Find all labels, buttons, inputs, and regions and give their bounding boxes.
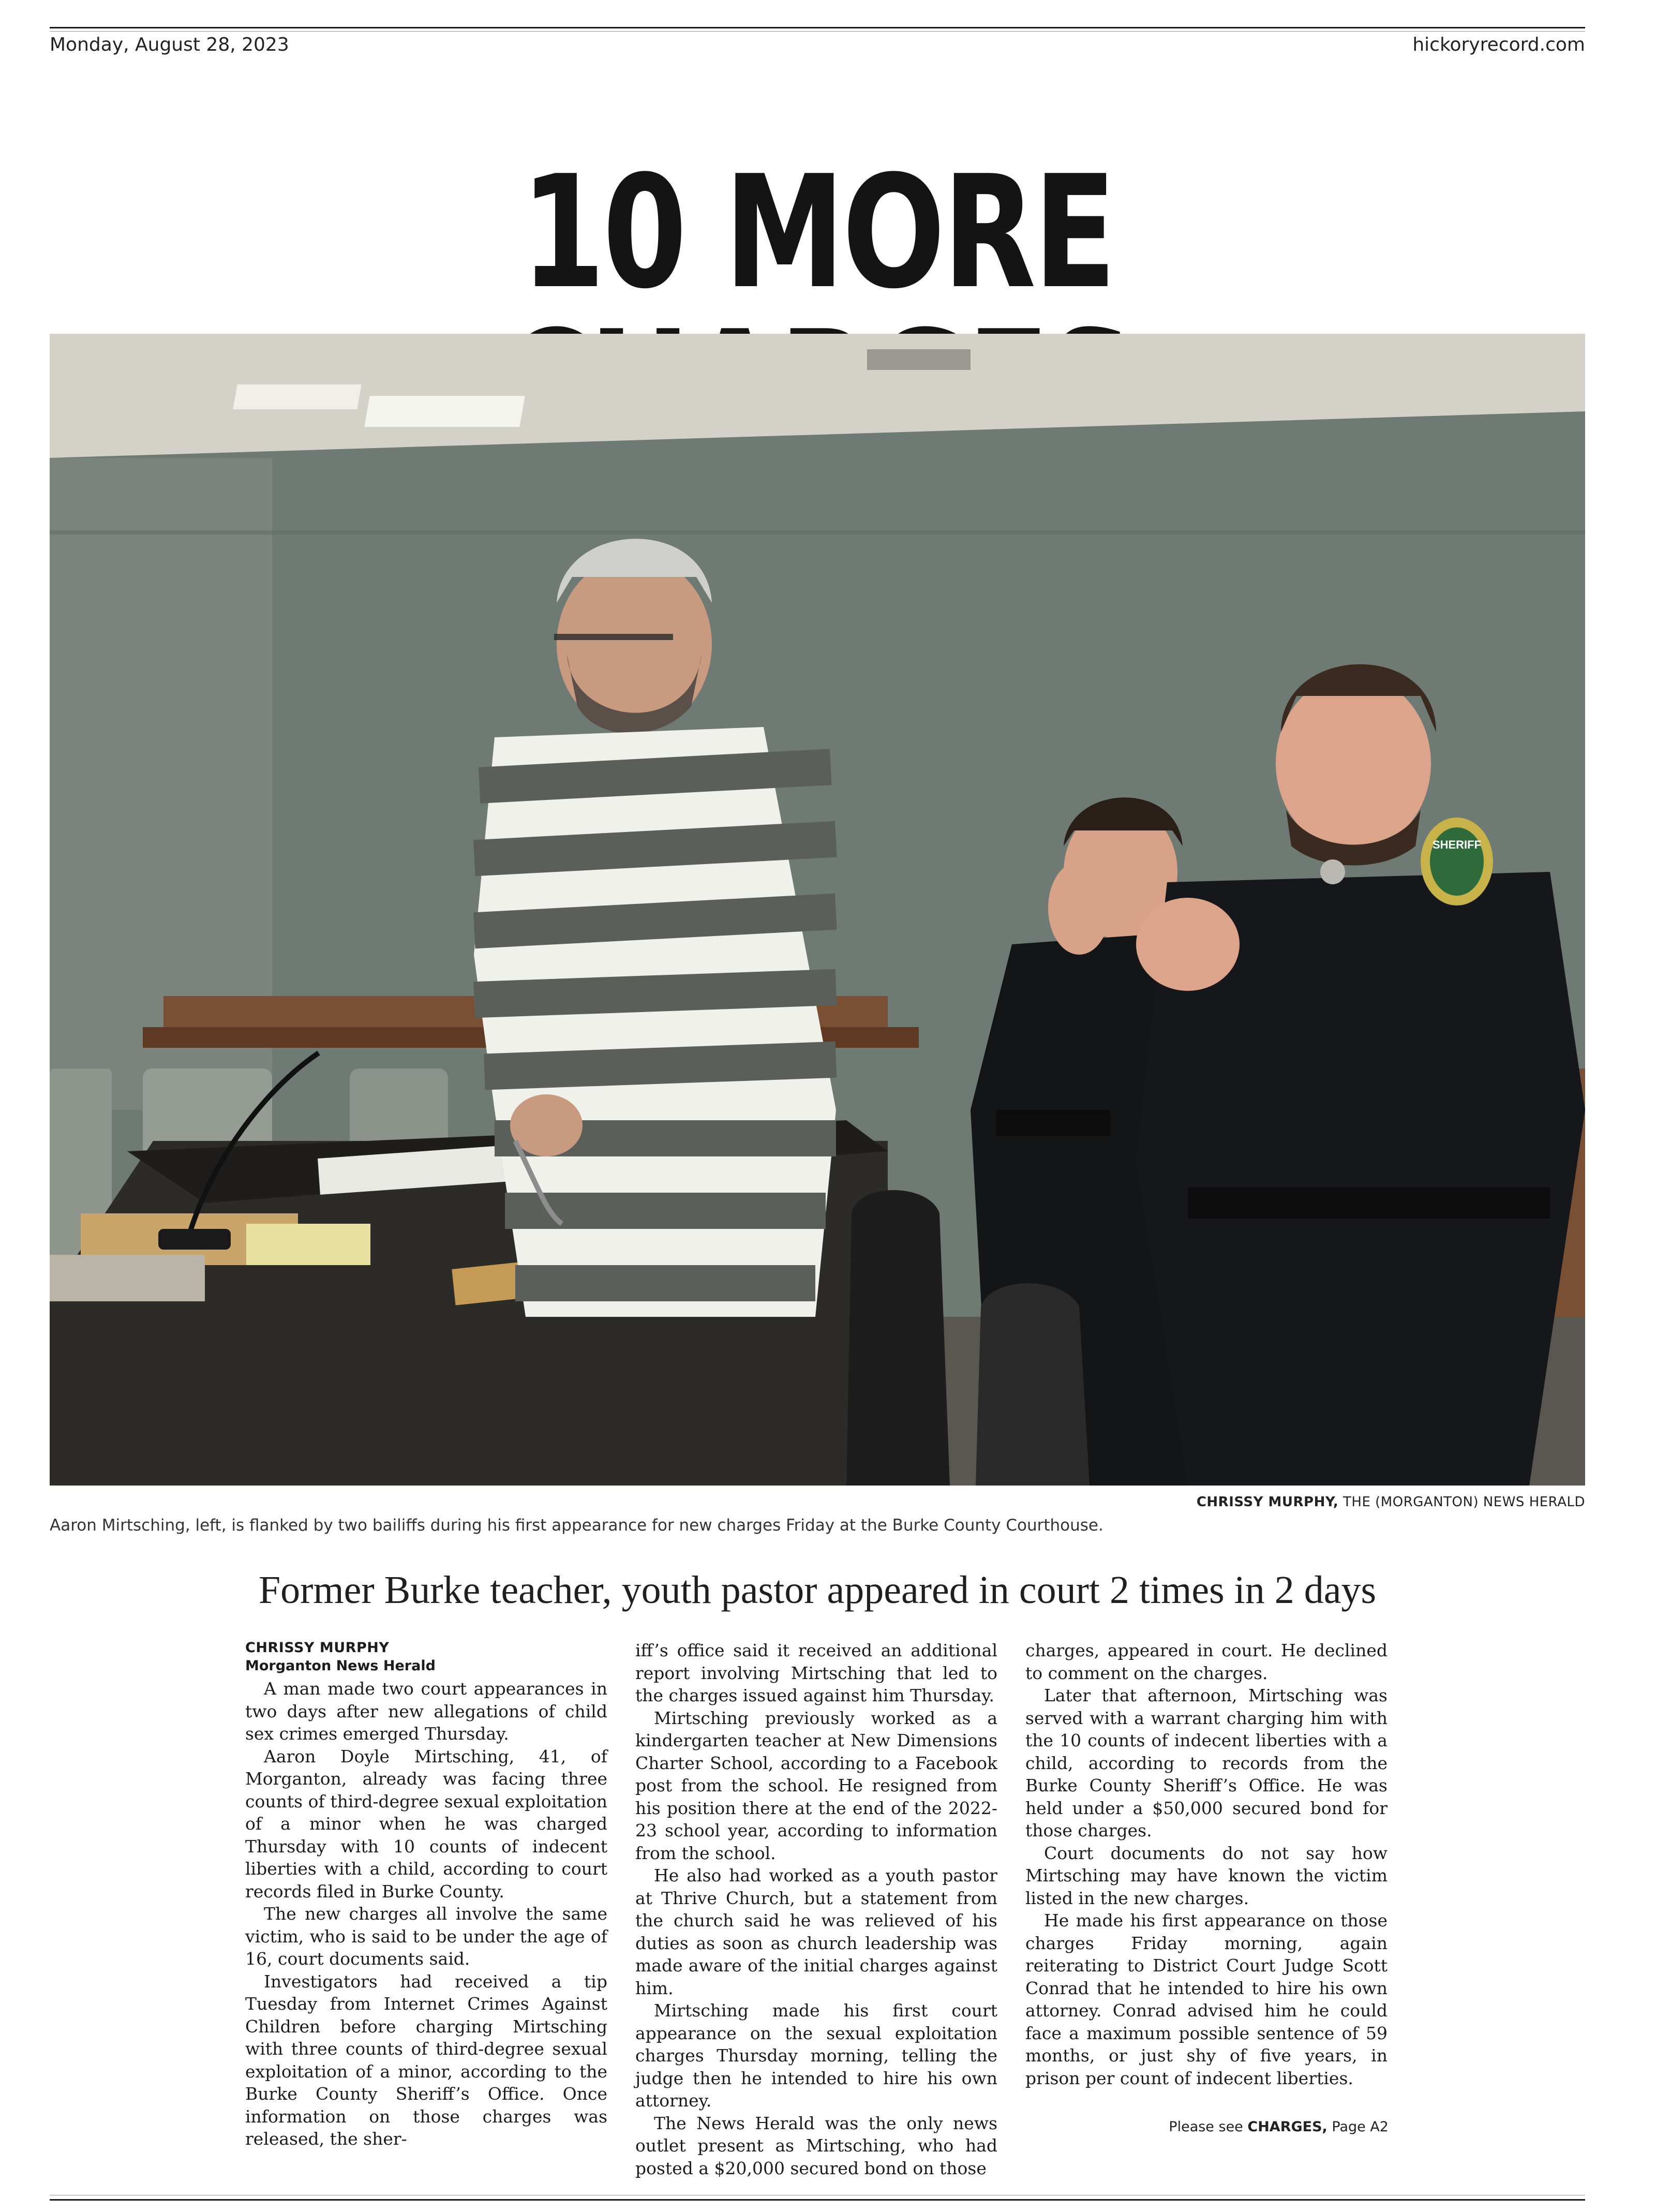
- site-url[interactable]: hickoryrecord.com: [1412, 34, 1585, 55]
- article-paragraph-continued: iff’s office said it received an additional report involving Mirtsching that led to the charges issued against him Thursday.: [635, 1640, 997, 1705]
- courtroom-photo-illustration: [50, 334, 1585, 1486]
- article-paragraph: The News Herald was the only news outlet present as Mirtsching, who had posted a $20,000 secured bond on those: [635, 2113, 997, 2178]
- photo-credit-org: THE (MORGANTON) NEWS HERALD: [1343, 1494, 1585, 1510]
- sheriff-badge: [1421, 818, 1493, 905]
- jump-line[interactable]: [1112, 2119, 1389, 2135]
- article-paragraph: Later that afternoon, Mirtsching was served with a warrant charging him with the 10 counts of indecent liberties with a child, according to records from the Burke County Sheriff’s Office. He was held under a $50,000 secured bond for those charges.: [1025, 1685, 1387, 1840]
- bottom-rule: [50, 2199, 1585, 2201]
- badge-text: SHERIFF: [1432, 838, 1482, 851]
- jump-page: Page A2: [1332, 2119, 1389, 2135]
- jump-prefix: Please see: [1169, 2119, 1243, 2135]
- article-paragraph: Mirtsching previously worked as a kindergarten teacher at New Dimensions Charter School, according to a Facebook post from the school. He resigned from his position there at the end of the 2022-23 school year, according to information from the school.: [635, 1708, 997, 1863]
- article-paragraph: A man made two court appearances in two days after new allegations of child sex crimes emerged Thursday.: [245, 1679, 607, 1744]
- byline-org: Morganton News Herald: [245, 1658, 436, 1674]
- article-paragraph: Mirtsching made his first court appearance on the sexual exploitation charges Thursday morning, telling the judge then he intended to hire his own attorney.: [635, 2000, 997, 2111]
- headline: 10 MORE: [520, 142, 1114, 323]
- photo-credit: [1197, 1494, 1585, 1510]
- article-paragraph: Investigators had received a tip Tuesday from Internet Crimes Against Children before charging Mirtsching with three counts of third-degree sexual exploitation of a minor, according to the Burke County Sheriff’s Office. Once information on those charges was released, the sher-: [245, 1971, 607, 2149]
- article-paragraph: The new charges all involve the same victim, who is said to be under the age of 16, court documents said.: [245, 1904, 607, 1969]
- article-column-3: [1025, 1639, 1387, 2167]
- article-paragraph: He also had worked as a youth pastor at Thrive Church, but a statement from the church said he was relieved of his duties as soon as church leadership was made aware of the initial charges against him.: [635, 1865, 997, 1998]
- top-rule-thin: [50, 31, 1585, 32]
- article-body: [245, 1639, 1389, 2178]
- issue-date: Monday, August 28, 2023: [50, 34, 289, 55]
- article-paragraph-continued: charges, appeared in court. He declined to comment on the charges.: [1025, 1640, 1387, 1683]
- jump-keyword: CHARGES,: [1247, 2119, 1327, 2135]
- top-rule: [50, 27, 1585, 28]
- subheadline: Former Burke teacher, youth pastor appeared in court 2 times in 2 days: [258, 1568, 1377, 1612]
- photo-caption: Aaron Mirtsching, left, is flanked by two bailiffs during his first appearance for new charges Friday at the Burke County Courthouse.: [50, 1516, 1103, 1535]
- byline-author: CHRISSY MURPHY: [245, 1640, 390, 1656]
- photo-credit-name: CHRISSY MURPHY,: [1196, 1494, 1339, 1510]
- article-paragraph: Aaron Doyle Mirtsching, 41, of Morganton, already was facing three counts of third-degree sexual exploitation of a minor when he was charged Thursday with 10 counts of indecent liberties with a child, according to court records filed in Burke County.: [245, 1746, 607, 1902]
- article-column-1: [245, 1639, 607, 2167]
- article-paragraph: Court documents do not say how Mirtsching may have known the victim listed in the new charges.: [1025, 1843, 1387, 1908]
- article-paragraph: He made his first appearance on those charges Friday morning, again reiterating to District Court Judge Scott Conrad that he intended to hire his own attorney. Conrad advised him he could face a maximum possible sentence of 59 months, or just shy of five years, in prison per count of indecent liberties.: [1025, 1910, 1387, 2088]
- news-photo: [50, 334, 1585, 1486]
- article-column-2: [635, 1639, 997, 2178]
